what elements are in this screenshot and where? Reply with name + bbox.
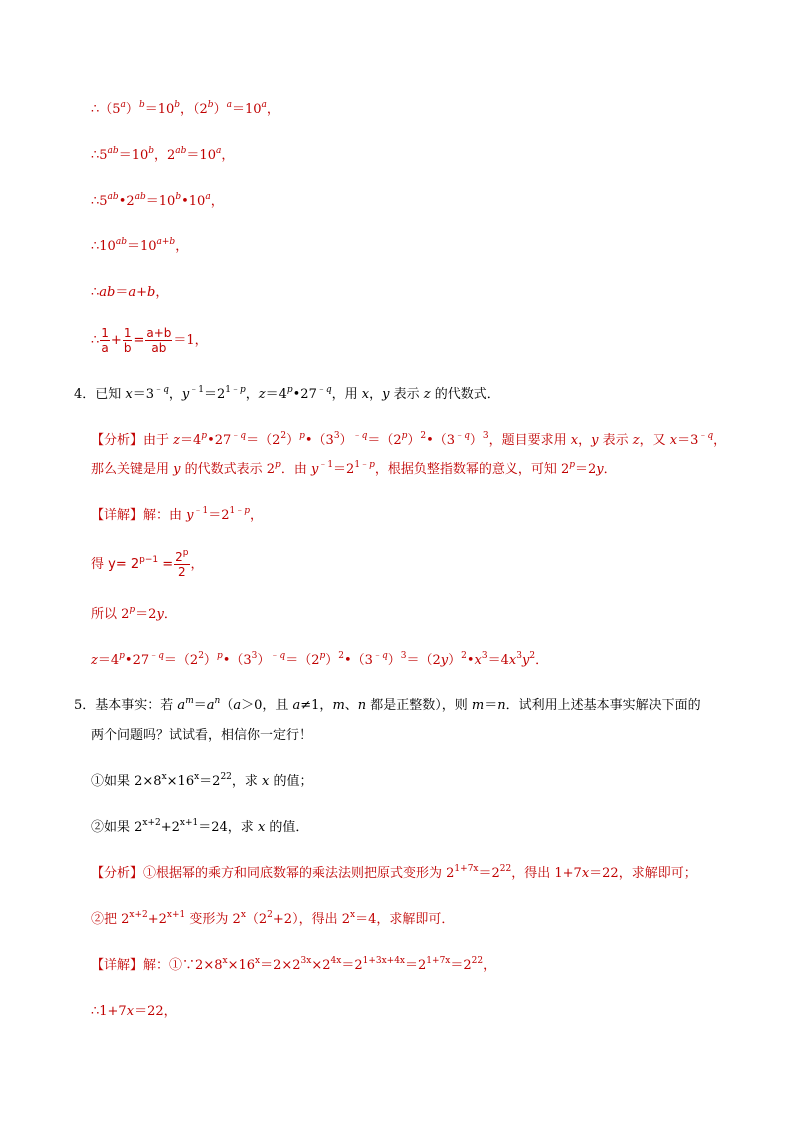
detail-5-line-1: 【详解】解：$①\because 2\times 8^x\times 16^x=2\times 2^{3x}\times 2^{4x}=2^{1+3x+4x}=2^{1+7x}=2^{22}$，	[91, 956, 497, 973]
detail-tag: 【详解】	[91, 508, 144, 523]
analysis-tag: 【分析】	[91, 866, 144, 881]
question-5-part-1: ①如果 $2\times 8^x\times 16^x=2^{22}$，求 x 的值；	[91, 772, 313, 789]
analysis-4-line-1: 【分析】由于 $z=4^p•27^{﹣q}=(2^2)^p•(3^3)^{﹣q}=(2^p)^2•(3^{﹣q})^3$，题目要求用 x，y 表示 z，又 $x=3^{﹣q}$，	[91, 431, 727, 448]
derivation-line-1: $\therefore(5^a)^b=10^b$，$(2^b)^a=10^a$，	[91, 100, 280, 117]
question-5-part-2: ②如果 $2^{x+2}+2^{x+1}=24$，求 x 的值．	[91, 818, 309, 835]
detail-5-line-2: ∴1+7x＝22，	[91, 1004, 177, 1019]
fraction-2p-over-2: $\frac{2^p}{2}$	[175, 548, 189, 579]
derivation-line-3: $\therefore 5^{ab}•2^{ab}=10^b•10^a$，	[91, 192, 224, 209]
derivation-line-2: $\therefore 5^{ab}=10^b$，$2^{ab}=10^a$，	[91, 146, 235, 163]
detail-4-line-4: $z=4^p•27^{﹣q}=(2^2)^p•(3^3)^{﹣q}=(2^p)^2•(3^{﹣q})^3=(2y)^2•x^3=4x^3y^2$．	[91, 651, 549, 668]
detail-4-line-2: 得 $y= 2^{p-1}$ = $\frac{2^p}{2}$ ，	[91, 548, 204, 579]
derivation-line-4: $\therefore 10^{ab}=10^{a+b}$，	[91, 237, 189, 254]
question-5: 5．基本事实：若 $a^m=a^n(a>0$，且 a≠1，m、n 都是正整数），则 m＝n．试利用上述基本事实解决下面的	[74, 696, 701, 713]
detail-4-line-3: 所以 $2^p=2y$．	[91, 605, 177, 622]
fraction-sum-over-product: $\frac{a+b}{ab}$	[146, 326, 172, 355]
detail-4-line-1: 【详解】解：由 $y^{﹣1}=2^{1﹣p}$，	[91, 506, 264, 523]
question-5-line-2: 两个问题吗？试试看，相信你一定行！	[91, 728, 313, 743]
detail-tag: 【详解】	[91, 958, 144, 973]
fraction-1-over-b: $\frac{1}{b}$	[123, 326, 132, 355]
analysis-tag: 【分析】	[91, 433, 144, 448]
derivation-line-5: ∴ab＝a+b，	[91, 285, 169, 300]
derivation-line-6: ∴ $\frac{1}{a}$ + $\frac{1}{b}$ = $\frac{a+b}{ab}$ ＝1，	[91, 326, 208, 355]
analysis-4-line-2: 那么关键是用 y 的代数式表示 2$^p$．由 $y^{﹣1}=2^{1﹣p}$，根据负整指数幂的意义，可知 $2^p=2y$．	[91, 460, 617, 477]
question-4: 4．已知 $x=3^{﹣q}$，$y^{﹣1}=2^{1﹣p}$，$z=4^p•27^{﹣q}$，用 x，y 表示 z 的代数式．	[74, 385, 500, 402]
analysis-5-line-1: 【分析】①根据幂的乘方和同底数幂的乘法法则把原式变形为 $2^{1+7x}=2^{22}$，得出 1+7x＝22，求解即可；	[91, 864, 697, 881]
analysis-5-line-2: ②把 $2^{x+2}+2^{x+1}$ 变形为 $2^x(2^2+2)$，得出 $2^x=4$，求解即可．	[91, 910, 455, 927]
fraction-1-over-a: $\frac{1}{a}$	[101, 326, 109, 355]
